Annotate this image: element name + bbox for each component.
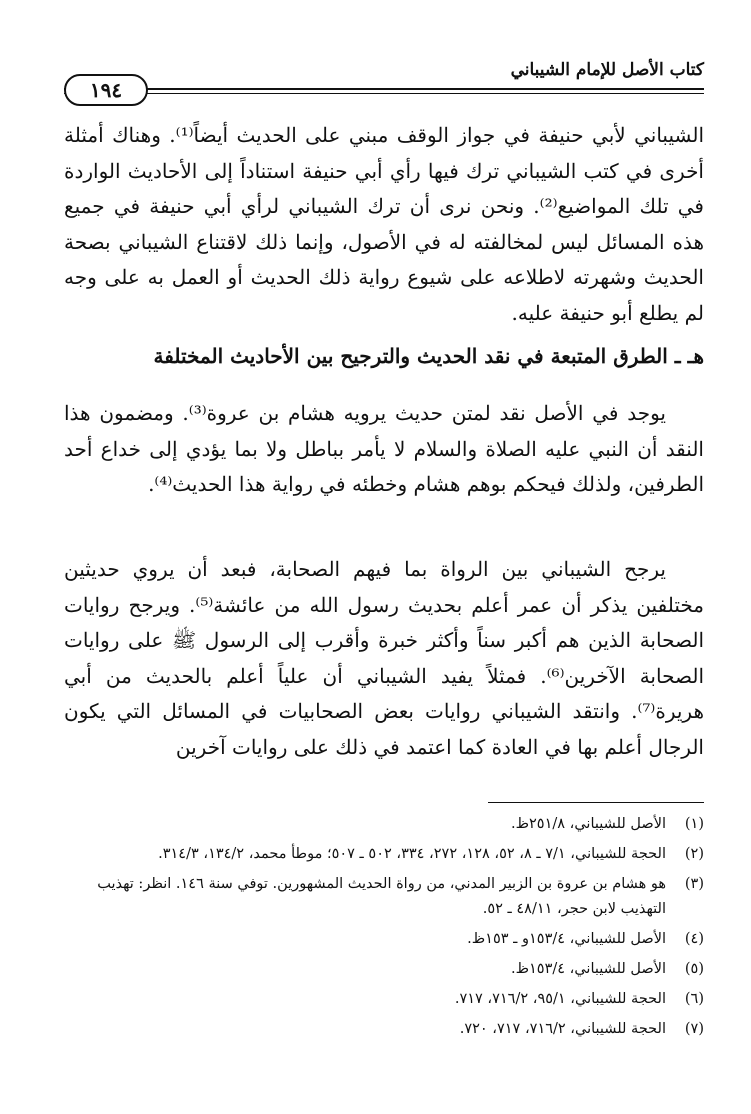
footnote-item — [64, 987, 704, 1012]
footnote-text: الحجة للشيباني، ٧/١ ـ ٨، ٥٢، ١٢٨، ٢٧٢، ٣٣٤، ٥٠٢ ـ ٥٠٧؛ موطأ محمد، ١٣٤/٢، ٣١٤/٣. — [158, 846, 666, 862]
running-title: كتاب الأصل للإمام الشيباني — [510, 60, 704, 80]
page-header — [64, 54, 704, 106]
footnote-item — [64, 812, 704, 837]
footnote-number: (٥) — [684, 961, 704, 977]
footnote-item — [64, 872, 704, 922]
paragraph-1-block — [64, 118, 704, 331]
footnote-number: (٧) — [684, 1021, 704, 1037]
page-number: ١٩٤ — [64, 74, 148, 106]
footnote-item — [64, 927, 704, 952]
footnote-number: (١) — [684, 816, 704, 832]
paragraph-2: يوجد في الأصل نقد لمتن حديث يرويه هشام بن عروة⁽³⁾. ومضمون هذا النقد أن النبي عليه الصلاة والسلام لا يأمر بباطل ولا بما يؤدي إلى خداع أحد الطرفين، ولذلك فيحكم بوهم هشام وخطئه في رواية هذا الحديث⁽⁴⁾. — [64, 401, 704, 496]
paragraph-3: يرجح الشيباني بين الرواة بما فيهم الصحابة، فبعد أن يروي حديثين مختلفين يذكر أن عمر أعلم بحديث رسول الله من عائشة⁽⁵⁾. ويرجح روايات الصحابة الذين هم أكبر سناً وأكثر خبرة وأقرب إلى الرسول ﷺ على روايات الصحابة الآخرين⁽⁶⁾. فمثلاً يفيد الشيباني أن علياً أعلم بالحديث من أبي هريرة⁽⁷⁾. وانتقد الشيباني روايات بعض الصحابيات في المسائل التي يكون الرجال أعلم بها في العادة كما اعتمد في ذلك على روايات آخرين — [64, 557, 704, 759]
footnote-text: الحجة للشيباني، ٧١٦/٢، ٧١٧، ٧٢٠. — [459, 1021, 666, 1037]
footnote-text: الحجة للشيباني، ٩٥/١، ٧١٦/٢، ٧١٧. — [454, 991, 666, 1007]
header-rule-thin — [64, 93, 704, 94]
footnote-number: (٢) — [684, 846, 704, 862]
footnote-separator — [488, 802, 704, 803]
footnote-number: (٦) — [684, 991, 704, 1007]
footnote-item — [64, 1017, 704, 1042]
footnote-item — [64, 957, 704, 982]
section-heading: هـ ـ الطرق المتبعة في نقد الحديث والترجيح بين الأحاديث المختلفة — [153, 344, 704, 368]
footnote-number: (٤) — [684, 931, 704, 947]
footnote-text: الأصل للشيباني، ١٥٣/٤ظ. — [510, 961, 666, 977]
footnote-text: الأصل للشيباني، ١٥٣/٤و ـ ١٥٣ظ. — [467, 931, 666, 947]
footnote-item — [64, 842, 704, 867]
paragraph-2-block — [64, 396, 704, 503]
footnote-text: هو هشام بن عروة بن الزبير المدني، من رواة الحديث المشهورين. توفي سنة ١٤٦. انظر: تهذيب التهذيب لابن حجر، ٤٨/١١ ـ ٥٢. — [97, 876, 666, 917]
paragraph-3-block — [64, 552, 704, 765]
footnote-text: الأصل للشيباني، ٢٥١/٨ظ. — [510, 816, 666, 832]
footnote-number: (٣) — [684, 876, 704, 892]
footnotes — [64, 812, 704, 1042]
paragraph-1: الشيباني لأبي حنيفة في جواز الوقف مبني على الحديث أيضاً⁽¹⁾. وهناك أمثلة أخرى في كتب الشيباني ترك فيها رأي أبي حنيفة استناداً إلى الأحاديث الواردة في تلك المواضيع⁽²⁾. ونحن نرى أن ترك الشيباني لرأي أبي حنيفة في جميع هذه المسائل ليس لمخالفته له في الأصول، وإنما ذلك لاقتناع الشيباني بصحة الحديث وشهرته لاطلاعه على شيوع رواية ذلك الحديث أو العمل به على وجه لم يطلع أبو حنيفة عليه. — [64, 123, 704, 325]
header-rule-thick — [64, 88, 704, 90]
